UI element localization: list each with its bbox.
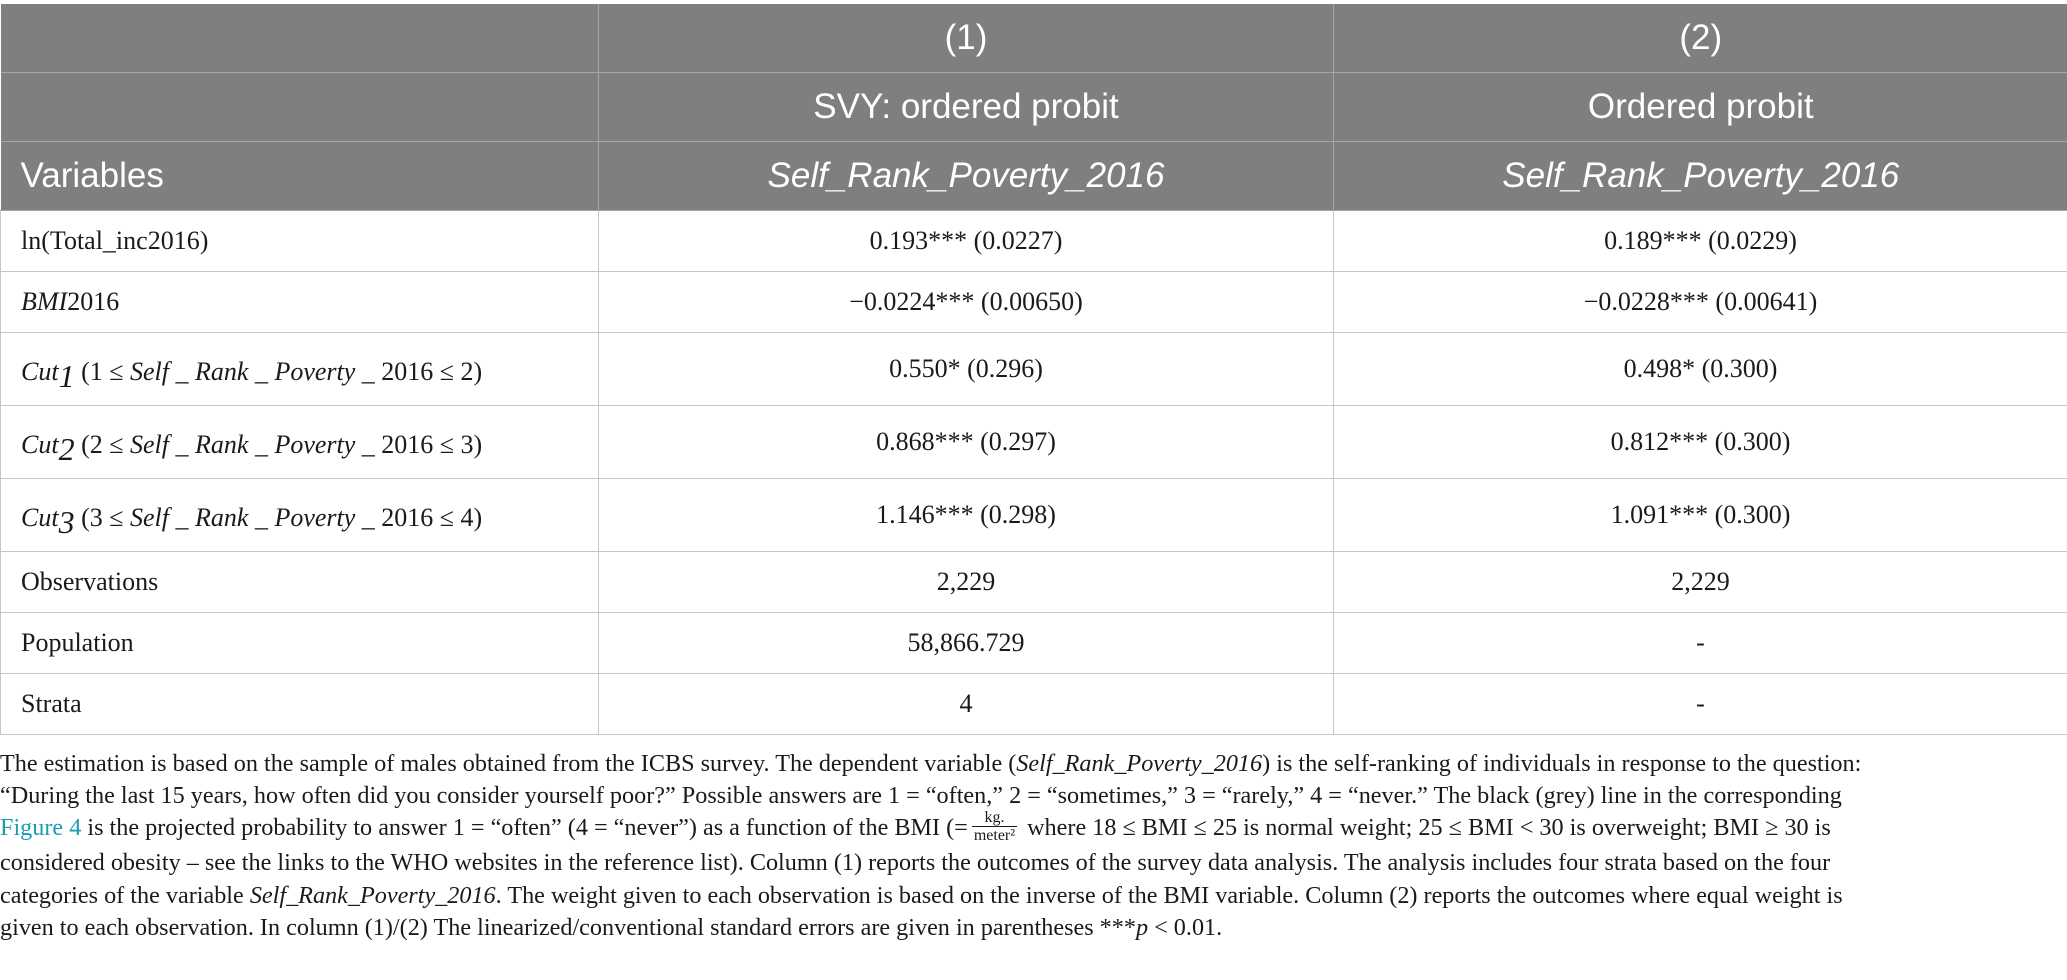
footnote-text: . The weight given to each observation is based on the inverse of the BMI variable. Column (2) reports the outcomes where equal weight is — [495, 881, 1843, 909]
row-label: Cut2 (2 ≤ Self _ Rank _ Poverty _ 2016 ≤ 3) — [1, 406, 599, 479]
fraction-denominator: meter² — [973, 827, 1016, 845]
self-word: Self — [130, 502, 170, 532]
row-label: Cut1 (1 ≤ Self _ Rank _ Poverty _ 2016 ≤ 2) — [1, 333, 599, 406]
row-label: Observations — [1, 552, 599, 613]
cell-col1: 58,866.729 — [599, 613, 1334, 674]
table-row-cut2 — [1, 406, 2067, 479]
footnote-text: < 0.01. — [1148, 913, 1223, 941]
footnote-text: ) is the self-ranking of individuals in response to the question: — [1262, 750, 1862, 777]
rank-word: Rank — [195, 429, 249, 459]
cell-col1: 1.146*** (0.298) — [599, 479, 1334, 552]
header-row-model-number — [1, 4, 2067, 73]
cell-col1: −0.0224*** (0.00650) — [599, 272, 1334, 333]
self-word: Self — [130, 429, 170, 459]
cut-range-start: (2 ≤ — [74, 429, 131, 459]
cut-range-end: 2016 ≤ 2) — [374, 356, 483, 386]
results-table — [0, 4, 2067, 735]
cell-col2: −0.0228*** (0.00641) — [1334, 272, 2067, 333]
cell-col1: 0.193*** (0.0227) — [599, 211, 1334, 272]
row-label: Cut3 (3 ≤ Self _ Rank _ Poverty _ 2016 ≤ 4) — [1, 479, 599, 552]
table-row-cut3 — [1, 479, 2067, 552]
header-col1-model: SVY: ordered probit — [599, 73, 1334, 142]
footnote-text: categories of the variable — [0, 881, 250, 909]
footnote-text: where 18 ≤ BMI ≤ 25 is normal weight; 25 ≤ BMI < 30 is overweight; BMI ≥ 30 is — [1021, 814, 1831, 842]
poverty-word: Poverty — [274, 356, 356, 386]
row-label — [1, 272, 599, 333]
table-row-strata — [1, 674, 2067, 735]
table-row-observations — [1, 552, 2067, 613]
figure-4-link[interactable]: Figure 4 — [0, 814, 82, 842]
cut-word: Cut — [21, 356, 59, 386]
table-footnote — [0, 748, 2060, 944]
header-col2-model: Ordered probit — [1334, 73, 2067, 142]
table-row-population — [1, 613, 2067, 674]
bmi-label-italic: BMI — [21, 287, 68, 316]
fraction-numerator: kg. — [972, 809, 1017, 827]
self-word: Self — [130, 356, 170, 386]
bmi-label-year: 2016 — [67, 287, 120, 316]
cut-index: 1 — [58, 357, 75, 394]
row-label: ln(Total_inc2016) — [1, 211, 599, 272]
cell-col2: 0.498* (0.300) — [1334, 333, 2067, 406]
footnote-line-3 — [0, 809, 2060, 847]
footnote-p-symbol: p — [1135, 913, 1149, 941]
cell-col2: - — [1334, 613, 2067, 674]
cut-range-start: (3 ≤ — [74, 502, 131, 532]
cell-col2: - — [1334, 674, 2067, 735]
footnote-variable: Self_Rank_Poverty_2016 — [1016, 750, 1263, 777]
footnote-line-4: considered obesity – see the links to the WHO websites in the reference list). Column (1) reports the outcomes of the survey data analysis. The analysis includes four strata based on the four — [0, 849, 1831, 877]
footnote-line-6 — [0, 912, 2060, 944]
poverty-word: Poverty — [274, 429, 356, 459]
header-row-variables — [1, 142, 2067, 211]
footnote-line-1 — [0, 748, 2060, 780]
cell-col2: 0.189*** (0.0229) — [1334, 211, 2067, 272]
header-col1-number: (1) — [599, 4, 1334, 73]
cut-index: 3 — [58, 503, 75, 540]
poverty-word: Poverty — [274, 502, 356, 532]
header-col1-dependent: Self_Rank_Poverty_2016 — [599, 142, 1334, 211]
cell-col2: 2,229 — [1334, 552, 2067, 613]
table-row-ln-income — [1, 211, 2067, 272]
footnote-text: The estimation is based on the sample of males obtained from the ICBS survey. The dependent variable ( — [0, 750, 1017, 777]
footnote-text: is the projected probability to answer 1 = “often” (4 = “never”) as a function of the BMI (= — [81, 814, 968, 842]
row-label: Population — [1, 613, 599, 674]
rank-word: Rank — [195, 356, 249, 386]
header-col2-number: (2) — [1334, 4, 2067, 73]
cut-range-end: 2016 ≤ 4) — [374, 502, 483, 532]
cut-range-start: (1 ≤ — [74, 356, 131, 386]
table-row-bmi — [1, 272, 2067, 333]
header-empty-cell — [1, 4, 599, 73]
cut-index: 2 — [58, 430, 75, 467]
footnote-variable: Self_Rank_Poverty_2016 — [249, 881, 496, 909]
bmi-fraction — [972, 809, 1017, 844]
header-empty-cell — [1, 73, 599, 142]
cell-col1: 2,229 — [599, 552, 1334, 613]
cell-col2: 1.091*** (0.300) — [1334, 479, 2067, 552]
cell-col1: 4 — [599, 674, 1334, 735]
rank-word: Rank — [195, 502, 249, 532]
header-row-model-type — [1, 73, 2067, 142]
footnote-line-2: “During the last 15 years, how often did you consider yourself poor?” Possible answers are 1 = “often,” 2 = “sometimes,” 3 = “rarely,” 4 = “never.” The black (grey) line in the corresponding — [0, 782, 1842, 810]
footnote-line-5 — [0, 880, 2060, 912]
table-row-cut1 — [1, 333, 2067, 406]
header-variables: Variables — [1, 142, 599, 211]
footnote-text: given to each observation. In column (1)/(2) The linearized/conventional standard errors are given in parentheses *** — [0, 913, 1136, 941]
cell-col1: 0.550* (0.296) — [599, 333, 1334, 406]
cell-col1: 0.868*** (0.297) — [599, 406, 1334, 479]
row-label: Strata — [1, 674, 599, 735]
cut-range-end: 2016 ≤ 3) — [374, 429, 483, 459]
cut-word: Cut — [21, 429, 59, 459]
cut-word: Cut — [21, 502, 59, 532]
header-col2-dependent: Self_Rank_Poverty_2016 — [1334, 142, 2067, 211]
cell-col2: 0.812*** (0.300) — [1334, 406, 2067, 479]
